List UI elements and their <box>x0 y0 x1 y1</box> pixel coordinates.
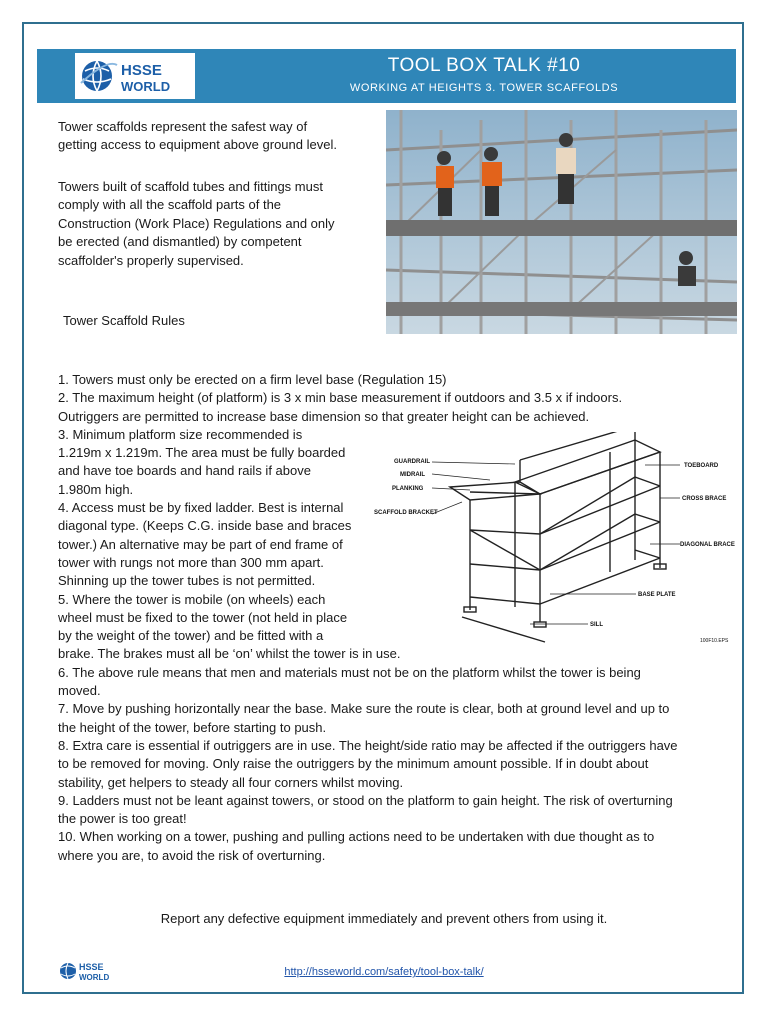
text-line: comply with all the scaffold parts of the <box>58 197 282 213</box>
intro-paragraph-1 <box>58 118 337 155</box>
globe-icon <box>77 55 193 97</box>
rule-line: 3. Minimum platform size recommended is <box>58 426 303 442</box>
report-notice: Report any defective equipment immediately and prevent others from using it. <box>160 911 608 926</box>
svg-text:WORLD: WORLD <box>79 973 110 982</box>
rule-line: and have toe boards and hand rails if above <box>58 463 311 479</box>
diagram-label-cross-brace: CROSS BRACE <box>682 496 727 502</box>
rule-line: 4. Access must be by fixed ladder. Best is internal <box>58 500 344 516</box>
diagram-label-scaffold-bracket: SCAFFOLD BRACKET <box>374 510 438 516</box>
hsse-world-logo <box>75 53 195 99</box>
rule-line: stability, get helpers to steady all four corners whilst moving. <box>58 774 404 790</box>
footer-link[interactable]: http://hsseworld.com/safety/tool-box-talk/ <box>284 966 484 978</box>
diagram-file-code: 100F10.EPS <box>700 638 729 644</box>
rule-line: 1.980m high. <box>58 481 134 497</box>
text-line: be erected (and dismantled) by competent <box>58 234 302 250</box>
scaffold-workers-photo <box>386 110 737 334</box>
rule-line: 6. The above rule means that men and materials must not be on the platform whilst the tower is being <box>58 664 641 680</box>
text-line: Tower scaffolds represent the safest way of <box>58 119 308 134</box>
rule-line: diagonal type. (Keeps C.G. inside base and braces <box>58 518 352 534</box>
rule-line: tower with rungs not more than 300 mm apart. <box>58 554 324 570</box>
diagram-label-planking: PLANKING <box>392 486 424 492</box>
text-line: Construction (Work Place) Regulations and only <box>58 215 335 231</box>
document-subtitle: WORKING AT HEIGHTS 3. TOWER SCAFFOLDS <box>349 82 619 94</box>
diagram-label-toeboard: TOEBOARD <box>684 463 719 469</box>
diagram-label-base-plate: BASE PLATE <box>638 592 676 598</box>
rule-line: the power is too great! <box>58 811 187 827</box>
diagram-label-sill: SILL <box>590 622 603 628</box>
rule-line: to be removed for moving. Only raise the outriggers by the minimum amount possible. If in doubt about <box>58 756 649 772</box>
rule-line: 10. When working on a tower, pushing and pulling actions need to be undertaken with due thought as to <box>58 829 655 845</box>
rule-line: 1. Towers must only be erected on a firm level base (Regulation 15) <box>58 372 447 387</box>
rule-line: Outriggers are permitted to increase base dimension so that greater height can be achieved. <box>58 408 590 424</box>
rule-line: 1.219m x 1.219m. The area must be fully boarded <box>58 445 346 461</box>
rule-line: Shinning up the tower tubes is not permitted. <box>58 573 316 589</box>
rules-heading: Tower Scaffold Rules <box>63 313 185 328</box>
diagram-label-midrail: MIDRAIL <box>400 472 425 478</box>
rule-line: the height of the tower, before starting to push. <box>58 719 327 735</box>
rule-line: 8. Extra care is essential if outriggers are in use. The height/side ratio may be affected if the outriggers have <box>58 737 678 753</box>
document-title: TOOL BOX TALK #10 <box>387 55 581 76</box>
rule-line: 2. The maximum height (of platform) is 3 x min base measurement if outdoors and 3.5 x if indoors. <box>58 390 623 406</box>
rule-line: by the weight of the tower) and be fitted with a <box>58 628 324 644</box>
tower-scaffold-diagram <box>370 432 740 657</box>
svg-text:WORLD: WORLD <box>121 79 171 94</box>
rule-line: 7. Move by pushing horizontally near the base. Make sure the route is clear, both at ground level and up to <box>58 701 670 717</box>
rule-line: 5. Where the tower is mobile (on wheels) each <box>58 591 326 607</box>
rule-line: moved. <box>58 683 101 699</box>
rule-line: tower.) An alternative may be part of end frame of <box>58 536 343 552</box>
rule-line: 9. Ladders must not be leant against towers, or stood on the platform to gain height. The risk of overturning <box>58 792 673 808</box>
text-line: Towers built of scaffold tubes and fittings must <box>58 179 323 194</box>
rule-line: brake. The brakes must all be ‘on’ whilst the tower is in use. <box>58 646 401 662</box>
diagram-label-guardrail: GUARDRAIL <box>394 459 430 465</box>
diagram-label-diagonal-brace: DIAGONAL BRACE <box>680 542 735 548</box>
svg-text:HSSE: HSSE <box>79 962 104 972</box>
text-line: scaffolder's properly supervised. <box>58 252 244 268</box>
intro-paragraph-2 <box>58 178 335 270</box>
svg-text:HSSE: HSSE <box>121 62 162 79</box>
rule-line: wheel must be fixed to the tower (not held in place <box>58 609 348 625</box>
text-line: getting access to equipment above ground level. <box>58 137 337 153</box>
rule-line: where you are, to avoid the risk of overturning. <box>58 847 326 863</box>
